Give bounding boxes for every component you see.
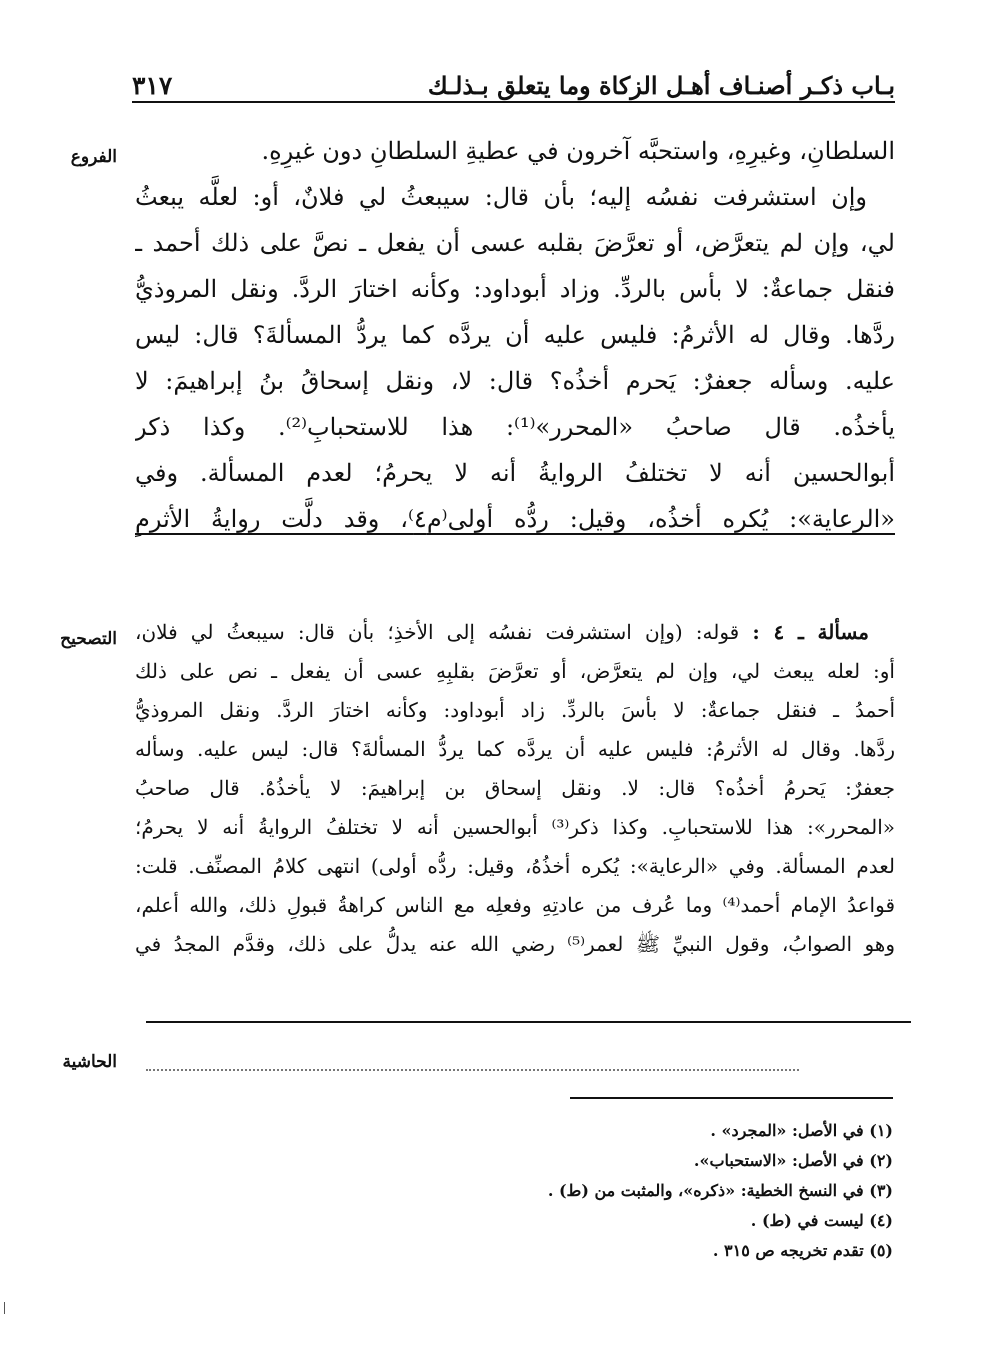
correction-line: [135, 613, 895, 652]
main-text-line: [135, 496, 895, 542]
correction-section: [135, 613, 895, 964]
header-rule: [132, 101, 895, 103]
main-text-section: [135, 128, 895, 542]
chapter-title: بـاب ذكـر أصنـاف أهـل الزكاة وما يتعلق بـذلـك: [427, 71, 895, 100]
scan-mark: [4, 1302, 5, 1314]
correction-line: «المحرر»: هذا للاستحبابِ. وكذا ذكر⁽³⁾ أبوالحسين أنه لا تختلفُ الروايةُ أنه لا يحرمُ؛: [135, 815, 895, 839]
main-text-line: السلطانِ، وغيرِهِ، واستحبَّه آخرون في عطيةِ السلطانِ دون غيرِهِ.: [261, 137, 895, 165]
footnote: (٣) في النسخ الخطية: «ذكره»، والمثبت من (ط) .: [547, 1181, 893, 1200]
page-header: [132, 54, 895, 98]
main-text-line: عليه. وسأله جعفرٌ: يَحرم أخذُه؟ قال: لا، ونقل إسحاقُ بنُ إبراهيمَ: لا: [135, 367, 895, 395]
footnote: (٢) في الأصل: «الاستحباب».: [693, 1151, 893, 1170]
correction-line: أو: لعله يبعث لي، وإن لم يتعرَّض، أو تعرَّضَ بقلبِهِ عسى أن يفعل ـ نص على ذلك: [135, 659, 895, 683]
correction-line: ردَّها. وقال له الأثرمُ: فليس عليه أن يردَّه كما يردُّ المسألةَ؟ قال: ليس عليه. وسأله: [135, 737, 895, 761]
correction-line: لعدم المسألة. وفي «الرعاية»: يُكره أخذُهُ، وقيل: ردُّه أولى) انتهى كلامُ المصنِّف. قلت:: [135, 854, 895, 878]
main-text-line: لي، وإن لم يتعرَّض، أو تعرَّضَ بقلبه عسى أن يفعل ـ نصَّ على ذلك أحمد ـ: [135, 229, 895, 257]
footnotes-section: [333, 1116, 893, 1266]
page-number: ٣١٧: [132, 71, 173, 100]
main-text-underlined-span: «الرعاية»: يُكره أخذُه، وقيل: ردُّه أولى⁽م٤⁾، وقد دلَّت روايةُ الأثرمِ: [135, 505, 895, 533]
main-text-line: يأخذُه. قال صاحبُ «المحرر»⁽¹⁾: هذا للاستحبابِ⁽²⁾. وكذا ذكر: [135, 413, 895, 441]
annotation-label: الحاشية: [62, 1052, 117, 1072]
correction-line: قواعدُ الإمام أحمد⁽⁴⁾ وما عُرف من عادتِهِ وفعلِه مع الناس كراهةُ قبولِ ذلك، والله أعلم،: [135, 893, 895, 917]
annotation-dotted-line: [146, 1069, 799, 1071]
main-text-line: أبوالحسين أنه لا تختلفُ الروايةُ أنه لا يحرمُ؛ لعدم المسألة. وفي: [135, 459, 895, 487]
correction-line: وهو الصوابُ، وقول النبيِّ ﷺ لعمر⁽⁵⁾ رضي الله عنه يدلُّ على ذلك، وقدَّم المجدُ في: [135, 932, 895, 956]
footnote: (١) في الأصل: «المجرد» .: [710, 1121, 893, 1140]
footnote: (٥) تقدم تخريجه ص ٣١٥ .: [712, 1241, 893, 1260]
correction-line: جعفرٌ: يَحرمُ أخذُه؟ قال: لا. ونقل إسحاق بن إبراهيمَ: لا يأخذُهُ. قال صاحبُ: [135, 776, 895, 800]
main-text-line: وإن استشرفت نفسُه إليه؛ بأن قال: سيبعثُ لي فلانٌ، أو: لعلَّه يبعثُ: [135, 183, 867, 211]
main-text-line: ردَّها. وقال له الأثرمُ: فليس عليه أن يردَّه كما يردُّ المسألةَ؟ قال: ليس: [135, 321, 895, 349]
issue-heading: مسألة ـ ٤ :: [752, 620, 869, 644]
footnote-rule: [570, 1097, 893, 1099]
section-divider: [146, 1021, 911, 1023]
correction-line-text: قوله: (وإن استشرفت نفسُه إلى الأخذِ؛ بأن قال: سيبعثُ لي فلان،: [135, 620, 740, 644]
footnote: (٤) ليست في (ط) .: [750, 1211, 893, 1230]
correction-line: أحمدُ ـ فنقل جماعةٌ: لا بأسَ بالردِّ. زاد أبوداود: وكأنه اختارَ الردَّ. ونقل المروذيُّ: [135, 698, 895, 722]
main-text-line: فنقل جماعةٌ: لا بأس بالردِّ. وزاد أبوداود: وكأنه اختارَ الردَّ. ونقل المروذيُّ: [135, 275, 895, 303]
correction-label: التصحيح: [60, 629, 117, 649]
branches-label: الفروع: [70, 147, 117, 167]
